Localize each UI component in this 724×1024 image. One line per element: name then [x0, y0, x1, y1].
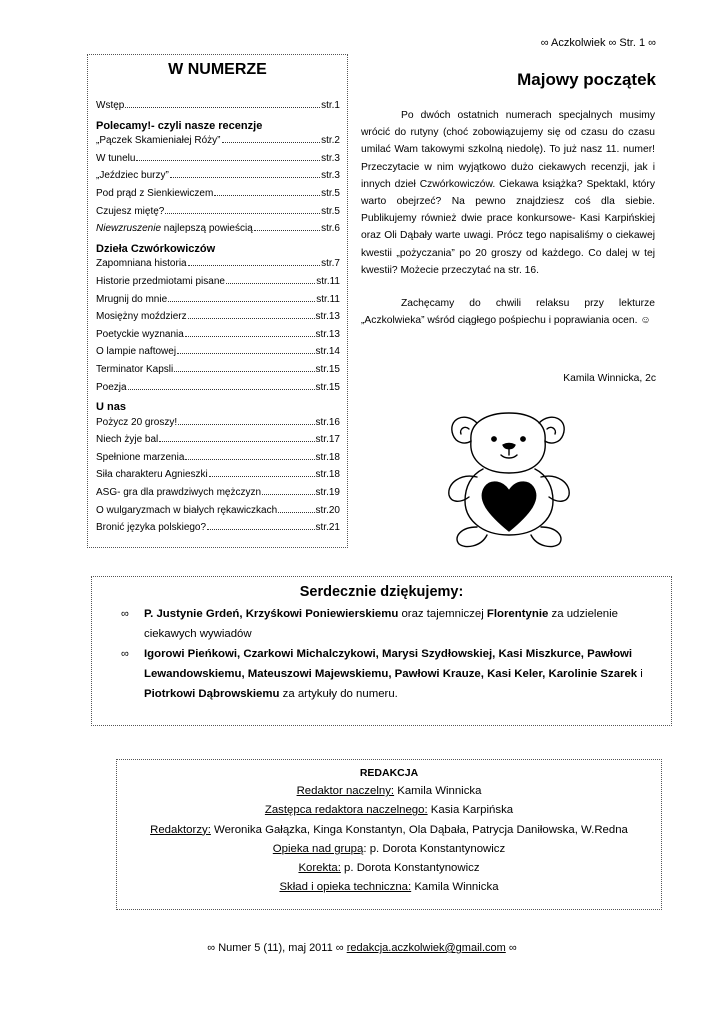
thanks-text: oraz tajemniczej	[398, 608, 487, 620]
toc-entry-title-text: Historie przedmiotami pisane	[96, 275, 225, 287]
editorial-value: p. Dorota Konstantynowicz	[340, 862, 480, 875]
toc-list	[88, 100, 347, 540]
toc-entry-title-text: Spełnione marzenia	[96, 451, 185, 463]
toc-entry-title	[96, 153, 135, 164]
editorial-line	[117, 782, 661, 801]
toc-dot-leader	[209, 476, 315, 477]
toc-entry-title	[96, 294, 167, 305]
toc-dot-leader	[222, 142, 321, 143]
thanks-title: Serdecznie dziękujemy:	[299, 584, 464, 600]
article-paragraph: Po dwóch ostatnich numerach specjalnych musimy wrócić do rutyny (choć zobowiązujemy się od czasu do czasu umilać Wam takowymi szkolną niedolę). To już nasz 11. numer! Przeczytacie w nim wyjątkowo dużo ciekawych recenzji, jak i innych dzieł Czwórkowiczów. Ciekawa książka? Spektakl, który warto obejrzeć? Na pewno znajdziesz coś dla siebie. Publikujemy również dwie prace konkursowe- Kasi Karpińskiej oraz Oli Dąbały warte uwagi. Prócz tego napisaliśmy o ciekawej kwestii „pożyczania” po 20 groszy od każdego. Co dalej w tej kwestii? Możecie przeczytać na str. 16.	[361, 110, 655, 276]
toc-entry-title-text: Wstęp	[96, 100, 125, 111]
toc-entry-page: str.11	[316, 293, 340, 305]
toc-entry	[96, 382, 340, 400]
toc-dot-leader	[136, 160, 320, 161]
toc-entry-title	[96, 505, 277, 516]
toc-entry-page: str.19	[315, 487, 340, 499]
toc-entry-title	[96, 417, 177, 428]
editorial-line	[117, 801, 661, 820]
toc-dot-leader	[168, 301, 315, 302]
toc-dot-leader	[214, 195, 320, 196]
toc-entry-title-text: Zapomniana historia	[96, 258, 187, 270]
editorial-label: Skład i opieka techniczna:	[279, 881, 412, 894]
editorial-box	[116, 759, 662, 910]
thanks-text: za udzielenie ciekawych wywiadów	[144, 608, 618, 640]
infinity-bullet-icon: ∞	[121, 648, 129, 660]
toc-entry	[96, 258, 340, 276]
toc-entry	[96, 434, 340, 452]
editorial-label: Opieka nad grupą	[272, 842, 364, 855]
toc-entry	[96, 135, 340, 153]
footer-text: ∞	[505, 942, 517, 954]
thanks-box	[91, 576, 672, 726]
toc-dot-leader	[207, 529, 314, 530]
toc-section-heading: Polecamy!- czyli nasze recenzje	[96, 119, 263, 132]
editorial-label: Redaktor naczelny:	[296, 785, 395, 797]
toc-section-heading: Dzieła Czwórkowiczów	[96, 242, 216, 255]
toc-entry-page: str.16	[315, 416, 340, 428]
editorial-value: Weronika Gałązka, Kinga Konstantyn, Ola Dąbała, Patrycja Daniłowska, W.Redna	[210, 823, 628, 836]
toc-entry-title-text: „Jeździec burzy”	[96, 170, 169, 182]
toc-dot-leader	[254, 230, 320, 231]
toc-entry-page: str.20	[315, 504, 340, 516]
toc-entry	[96, 469, 340, 487]
toc-entry-title-text: Bronić języka polskiego?	[96, 522, 207, 534]
thanks-item	[121, 644, 664, 704]
toc-entry-title	[96, 206, 164, 217]
toc-dot-leader	[159, 441, 314, 442]
toc-entry-page: str.18	[315, 469, 340, 481]
toc-entry-page: str.2	[321, 135, 340, 147]
editorial-value: Kamila Winnicka	[394, 785, 482, 797]
toc-entry-page: str.5	[321, 205, 340, 217]
thanks-names: Igorowi Pieńkowi, Czarkowi Michalczykowi, Marysi Szydłowskiej, Kasi Miszkurce, Pawłowi Lewandowskiemu, Mateuszowi Majewskiemu, Pawłowi Krauze, Kasi Keler, Karolinie Szarek	[144, 648, 638, 680]
toc-entry-page: str.15	[315, 381, 340, 393]
toc-entry	[96, 346, 340, 364]
toc-entry	[96, 223, 340, 241]
toc-entry-title-text: O wulgaryzmach w białych rękawiczkach	[96, 504, 278, 516]
toc-entry	[96, 188, 340, 206]
editorial-value: Kasia Karpińska	[427, 804, 514, 817]
toc-entry-title	[96, 434, 158, 445]
toc-entry	[96, 294, 340, 312]
toc-entry-page: str.3	[321, 152, 340, 164]
toc-entry-title	[96, 382, 127, 393]
toc-entry-title	[96, 276, 225, 287]
toc-entry-title	[96, 364, 173, 375]
toc-dot-leader	[278, 512, 314, 513]
toc-entry-title	[96, 223, 253, 234]
page-footer	[0, 942, 724, 954]
toc-entry	[96, 505, 340, 523]
footer-text: ∞ Numer 5 (11), maj 2011 ∞	[207, 942, 347, 954]
toc-dot-leader	[185, 336, 315, 337]
editorial-line	[117, 840, 661, 859]
article-body	[361, 107, 655, 329]
toc-entry-page: str.1	[321, 100, 340, 111]
toc-entry-title	[96, 170, 169, 181]
toc-entry-title	[96, 311, 187, 322]
toc-entry-title	[96, 346, 176, 357]
toc-dot-leader	[226, 283, 315, 284]
toc-entry-page: str.3	[321, 170, 340, 182]
toc-dot-leader	[178, 424, 314, 425]
toc-entry-page: str.14	[315, 346, 340, 358]
toc-entry-title-text: „Pączek Skamieniałej Róży”	[96, 135, 221, 147]
toc-dot-leader	[170, 177, 320, 178]
toc-entry	[96, 276, 340, 294]
toc-entry-title	[96, 469, 208, 480]
toc-entry	[96, 417, 340, 435]
toc-entry-title-text: najlepszą powieścią	[161, 223, 253, 235]
toc-dot-leader	[262, 494, 314, 495]
toc-entry-title-text: Mrugnij do mnie	[96, 293, 168, 305]
toc-entry-title-text: Siła charakteru Agnieszki	[96, 469, 208, 481]
toc-entry-title-italic: Niewzruszenie	[96, 223, 162, 235]
thanks-text: za artykuły do numeru.	[279, 688, 398, 700]
toc-entry-title	[96, 522, 206, 533]
toc-dot-leader	[188, 318, 315, 319]
toc-entry	[96, 153, 340, 171]
toc-entry-title-text: Niech żyje bal	[96, 434, 159, 446]
toc-dot-leader	[165, 213, 320, 214]
toc-entry	[96, 329, 340, 347]
toc-entry-title-text: Pożycz 20 groszy!	[96, 416, 178, 428]
toc-entry-title-text: ASG- gra dla prawdziwych mężczyzn	[96, 487, 262, 499]
toc-entry-title	[96, 452, 184, 463]
toc-entry-page: str.11	[316, 275, 340, 287]
toc-entry	[96, 364, 340, 382]
email-link[interactable]: redakcja.aczkolwiek@gmail.com	[346, 942, 506, 954]
toc-entry-title	[96, 135, 221, 146]
editorial-value: Kamila Winnicka	[411, 881, 499, 894]
toc-entry-title-text: Poezja	[96, 381, 127, 393]
editorial-value: : p. Dorota Konstantynowicz	[363, 842, 506, 855]
toc-section-heading: U nas	[96, 401, 126, 414]
toc-entry-title-text: O lampie naftowej	[96, 346, 177, 358]
toc-entry-page: str.13	[315, 328, 340, 340]
editorial-line	[117, 821, 661, 840]
toc-entry-title-text: Poetyckie wyznania	[96, 328, 184, 340]
toc-dot-leader	[174, 371, 314, 372]
toc-entry-title-text: Mosiężny moździerz	[96, 311, 187, 323]
editorial-label: Zastępca redaktora naczelnego:	[264, 804, 428, 817]
toc-entry-page: str.6	[321, 223, 340, 235]
toc-entry	[96, 487, 340, 505]
editorial-line	[117, 878, 661, 897]
thanks-names: Piotrkowi Dąbrowskiemu	[144, 688, 280, 700]
editorial-label: Korekta:	[298, 862, 341, 875]
editorial-title: REDAKCJA	[359, 767, 419, 779]
toc-entry-title	[96, 100, 124, 111]
toc-dot-leader	[177, 353, 314, 354]
toc-entry	[96, 170, 340, 188]
toc-entry-title-text: Pod prąd z Sienkiewiczem	[96, 187, 214, 199]
editorial-label: Redaktorzy:	[150, 823, 211, 836]
article-signature: Kamila Winnicka, 2c	[563, 373, 656, 384]
toc-entry	[96, 206, 340, 224]
toc-dot-leader	[128, 389, 315, 390]
thanks-item	[121, 604, 664, 644]
thanks-names: P. Justynie Grdeń, Krzyśkowi Poniewierskiemu	[144, 608, 399, 620]
toc-entry	[96, 311, 340, 329]
thanks-names: Florentynie	[486, 608, 549, 620]
toc-entry-title-text: Terminator Kapsli	[96, 363, 174, 375]
toc-box	[87, 54, 348, 548]
toc-entry	[96, 100, 340, 118]
toc-entry-page: str.21	[315, 522, 340, 534]
toc-entry-title	[96, 258, 187, 269]
toc-entry-page: str.15	[315, 363, 340, 375]
toc-entry-title-text: W tunelu	[96, 152, 136, 164]
toc-entry-page: str.7	[321, 258, 340, 270]
editorial-line	[117, 859, 661, 878]
article-title: Majowy początek	[517, 70, 656, 89]
page-header: ∞ Aczkolwiek ∞ Str. 1 ∞	[540, 37, 656, 49]
teddy-bear-heart-illustration	[441, 403, 577, 549]
toc-title: W NUMERZE	[168, 61, 267, 78]
toc-entry-page: str.17	[315, 434, 340, 446]
toc-entry-page: str.18	[315, 451, 340, 463]
toc-dot-leader	[188, 265, 320, 266]
article-paragraph: Zachęcamy do chwili relaksu przy lekturze „Aczkolwieka” wśród ciągłego pośpiechu i poprawiania ocen. ☺	[361, 298, 655, 327]
toc-dot-leader	[185, 459, 314, 460]
toc-entry-title	[96, 487, 261, 498]
toc-entry-page: str.13	[315, 311, 340, 323]
toc-entry-title-text: Czujesz miętę?	[96, 205, 165, 217]
toc-entry	[96, 452, 340, 470]
infinity-bullet-icon: ∞	[121, 608, 129, 620]
thanks-text: i	[637, 668, 643, 680]
toc-entry-title	[96, 329, 184, 340]
toc-dot-leader	[125, 107, 320, 108]
toc-entry-page: str.5	[321, 187, 340, 199]
toc-entry-title	[96, 188, 213, 199]
toc-entry	[96, 522, 340, 540]
